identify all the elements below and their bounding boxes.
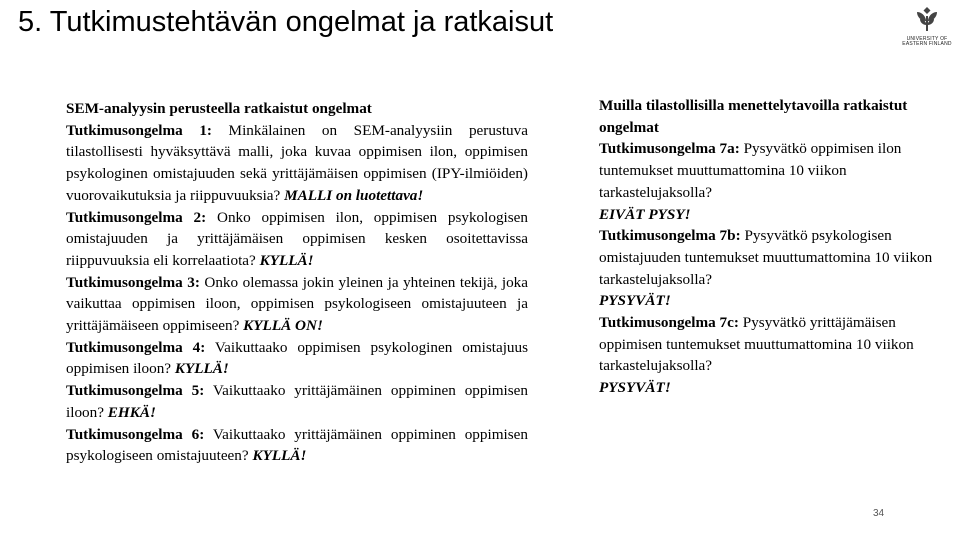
item-answer: EIVÄT PYSY!	[599, 205, 691, 223]
list-item	[599, 312, 934, 377]
list-item	[66, 207, 528, 272]
item-answer: PYSYVÄT!	[599, 379, 671, 397]
item-label: Tutkimusongelma 7c:	[599, 314, 739, 332]
item-answer: EHKÄ!	[107, 403, 156, 421]
item-text: Vaikuttaako yrittäjämäinen oppiminen oppimisen iloon?	[66, 382, 528, 421]
logo-text-line1: UNIVERSITY OF	[906, 36, 948, 42]
item-text: Pysyvätkö oppimisen ilon tuntemukset muuttumattomina 10 viikon tarkastelujaksolla?	[599, 140, 902, 201]
item-answer: MALLI on luotettava!	[284, 186, 424, 204]
item-label: Tutkimusongelma 7a:	[599, 140, 740, 158]
list-item	[66, 337, 528, 380]
item-answer: PYSYVÄT!	[599, 292, 671, 310]
item-text: Onko oppimisen ilon, oppimisen psykologisen omistajuuden ja yrittäjämäisen oppimisen kesken osoitettavissa riippuvuuksia eli korrelaatiota?	[66, 208, 529, 269]
slide-title: 5. Tutkimustehtävän ongelmat ja ratkaisut	[18, 6, 554, 38]
item-label: Tutkimusongelma 5:	[66, 382, 205, 400]
list-item	[66, 120, 528, 207]
item-answer: KYLLÄ!	[252, 447, 307, 465]
university-logo	[897, 4, 957, 46]
list-item	[66, 380, 528, 423]
list-item	[66, 424, 528, 467]
list-item	[66, 272, 528, 337]
item-text: Minkälainen on SEM-analyysiin perustuva tilastollisesti hyväksyttävä malli, joka kuvaa oppimisen ilon, oppimisen psykologinen omistajuuden sekä yrittäjämäisen oppimisen (IPY-ilmiöiden) vuorovaikutuksia ja riippuvuuksia?	[66, 121, 528, 204]
left-column	[66, 98, 528, 467]
list-item	[599, 225, 934, 290]
item-label: Tutkimusongelma 2:	[66, 208, 207, 226]
item-label: Tutkimusongelma 6:	[66, 425, 205, 443]
right-heading: Muilla tilastollisilla menettelytavoilla ratkaistut ongelmat	[599, 97, 908, 136]
logo-text-line2: EASTERN FINLAND	[902, 41, 952, 47]
item-text: Vaikuttaako oppimisen psykologinen omistajuus oppimisen iloon?	[66, 338, 529, 378]
list-item	[599, 138, 934, 203]
item-text: Pysyvätkö yrittäjämäisen oppimisen tuntemukset muuttumattomina 10 viikon tarkastelujaksolla?	[599, 314, 914, 375]
item-text: Pysyvätkö psykologisen omistajuuden tuntemukset muuttumattomina 10 viikon tarkastelujaksolla?	[599, 227, 933, 288]
uef-tree-icon	[897, 4, 957, 32]
right-column	[599, 95, 934, 399]
left-heading: SEM-analyysin perusteella ratkaistut ongelmat	[66, 100, 372, 117]
item-text: Onko olemassa jokin yleinen ja yhteinen tekijä, joka vaikuttaa oppimisen iloon, oppimisen psykologiseen omistajuuteen ja yrittäjämäiseen oppimiseen?	[66, 273, 529, 335]
item-answer: KYLLÄ!	[259, 251, 314, 269]
item-answer: KYLLÄ ON!	[243, 317, 323, 335]
item-label: Tutkimusongelma 7b:	[599, 227, 741, 245]
item-label: Tutkimusongelma 3:	[66, 273, 200, 291]
item-text: Vaikuttaako yrittäjämäinen oppiminen oppimisen psykologiseen omistajuuteen?	[66, 425, 528, 465]
item-answer: KYLLÄ!	[174, 360, 229, 378]
item-label: Tutkimusongelma 4:	[66, 338, 206, 356]
page-number: 34	[873, 508, 885, 519]
item-label: Tutkimusongelma 1:	[66, 121, 212, 139]
